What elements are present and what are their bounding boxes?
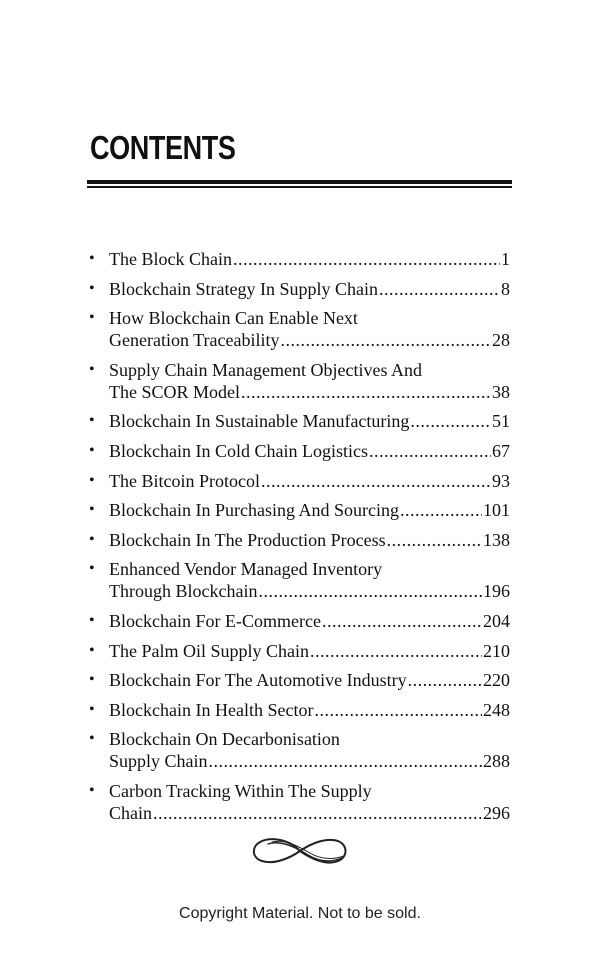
toc-entry-page-number: 38	[492, 381, 510, 402]
toc-entry	[88, 359, 510, 403]
bullet-icon: •	[89, 781, 95, 799]
dot-leader	[233, 248, 500, 270]
toc-entry-title-first-line: Enhanced Vendor Managed Inventory	[109, 559, 383, 580]
toc-entry-title: Blockchain In Cold Chain Logistics	[109, 440, 368, 461]
toc-entry-page-number: 248	[483, 699, 510, 720]
toc-entry-title: Through Blockchain	[109, 581, 258, 602]
bullet-icon: •	[89, 309, 95, 327]
toc-entry	[88, 499, 510, 521]
toc-entry	[88, 699, 510, 721]
toc-entry	[88, 728, 510, 772]
toc-entry	[88, 640, 510, 662]
toc-entry-page-number: 196	[483, 581, 510, 602]
toc-entry-page-number: 296	[483, 802, 510, 823]
page-title: CONTENTS	[90, 129, 236, 166]
toc-entry-page-number: 204	[483, 610, 510, 631]
bullet-icon: •	[89, 560, 95, 578]
toc-entry-title: Blockchain In Sustainable Manufacturing	[109, 411, 410, 432]
toc-entry-title: Blockchain For The Automotive Industry	[109, 670, 407, 691]
bullet-icon: •	[89, 501, 95, 519]
dot-leader	[280, 329, 491, 351]
bullet-icon: •	[89, 730, 95, 748]
dot-leader	[258, 580, 482, 602]
toc-entry-page-number: 101	[483, 500, 510, 521]
dot-leader	[209, 750, 482, 772]
bullet-icon: •	[89, 641, 95, 659]
bullet-icon: •	[89, 530, 95, 548]
copyright-notice: Copyright Material. Not to be sold.	[179, 905, 421, 922]
toc-entry-title: Blockchain In Health Sector	[109, 699, 314, 720]
title-rule-thin	[87, 186, 512, 188]
toc-entry-title: Blockchain In Purchasing And Sourcing	[109, 500, 399, 521]
toc-entry	[88, 410, 510, 432]
toc-entry	[88, 529, 510, 551]
toc-entry-title: The Bitcoin Protocol	[109, 470, 260, 491]
bullet-icon: •	[89, 471, 95, 489]
toc-entry-title: Chain	[109, 802, 152, 823]
dot-leader	[314, 699, 482, 721]
toc-entry-title: Supply Chain	[109, 751, 208, 772]
toc-entry-page-number: 51	[492, 411, 510, 432]
toc-entry-page-number: 93	[492, 470, 510, 491]
bullet-icon: •	[89, 671, 95, 689]
toc-entry-page-number: 67	[492, 440, 510, 461]
bullet-icon: •	[89, 611, 95, 629]
bullet-icon: •	[89, 441, 95, 459]
toc-entry-page-number: 210	[483, 640, 510, 661]
dot-leader	[400, 499, 482, 521]
toc-entry-title: Blockchain In The Production Process	[109, 529, 386, 550]
toc-entry-page-number: 1	[501, 249, 510, 269]
toc-entry-title-first-line: How Blockchain Can Enable Next	[109, 308, 358, 329]
toc-entry-page-number: 28	[492, 330, 510, 351]
dot-leader	[261, 470, 491, 492]
toc-entry-title: Generation Traceability	[109, 330, 280, 351]
toc-entry-title: The Palm Oil Supply Chain	[109, 640, 309, 661]
toc-entry	[88, 307, 510, 351]
bullet-icon: •	[89, 412, 95, 430]
toc-entry	[88, 248, 510, 270]
toc-entry-page-number: 8	[501, 278, 510, 299]
toc-entry-title-first-line: Carbon Tracking Within The Supply	[109, 780, 372, 801]
dot-leader	[369, 440, 491, 462]
bullet-icon: •	[89, 250, 95, 267]
bullet-icon: •	[89, 700, 95, 718]
flourish-ornament-icon	[250, 830, 350, 872]
dot-leader	[408, 669, 482, 691]
toc-entry-page-number: 288	[483, 751, 510, 772]
bullet-icon: •	[89, 360, 95, 378]
dot-leader	[387, 529, 482, 551]
toc-entry-title: Blockchain For E-Commerce	[109, 610, 321, 631]
dot-leader	[379, 278, 500, 300]
toc-entry-page-number: 220	[483, 670, 510, 691]
toc-entry	[88, 558, 510, 602]
toc-entry	[88, 780, 510, 824]
toc-entry-title: The SCOR Model	[109, 381, 241, 402]
toc-entry-title: The Block Chain	[109, 249, 232, 269]
dot-leader	[310, 640, 482, 662]
toc-entry	[88, 669, 510, 691]
toc-entry	[88, 610, 510, 632]
toc-entry-title-first-line: Blockchain On Decarbonisation	[109, 729, 340, 750]
bullet-icon: •	[89, 279, 95, 297]
toc-entry	[88, 440, 510, 462]
dot-leader	[410, 410, 491, 432]
toc-entry-title: Blockchain Strategy In Supply Chain	[109, 278, 378, 299]
dot-leader	[153, 802, 482, 824]
toc-entry-page-number: 138	[483, 529, 510, 550]
toc-entry	[88, 278, 510, 300]
toc-entry	[88, 470, 510, 492]
toc-entry-title-first-line: Supply Chain Management Objectives And	[109, 359, 422, 380]
table-of-contents	[88, 248, 510, 832]
title-rule-thick	[87, 180, 512, 184]
dot-leader	[241, 381, 491, 403]
dot-leader	[322, 610, 482, 632]
